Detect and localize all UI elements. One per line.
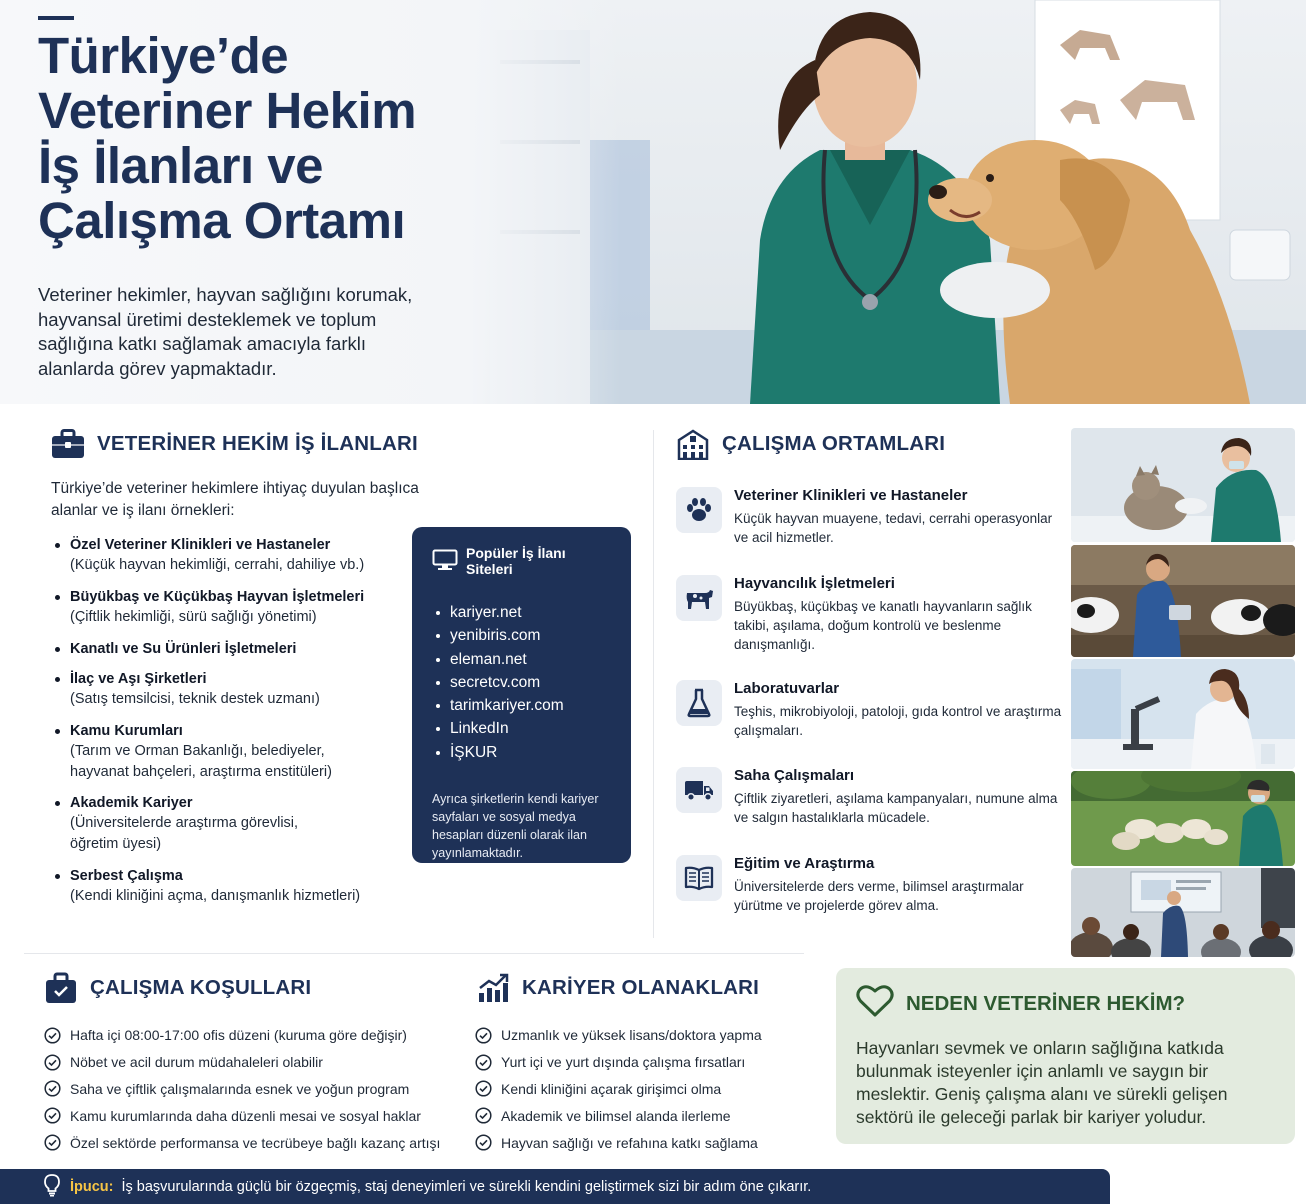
list-item: Büyükbaş ve Küçükbaş Hayvan İşletmeleri (Çiftlik hekimliği, sürü sağlığı yönetimi) — [51, 587, 411, 639]
hero-photo-vet-with-dog — [470, 0, 1306, 404]
column-divider — [653, 430, 654, 938]
environment-item-education: Eğitim ve Araştırma Üniversitelerde ders verme, bilimsel araştırmalar yürütme ve projelerde görev alma. — [676, 855, 1066, 925]
check-circle-icon — [44, 1080, 61, 1097]
site-link-linkedin[interactable]: LinkedIn — [432, 717, 613, 740]
hero-section — [0, 0, 1306, 404]
photo-classroom-lecture — [1071, 868, 1295, 957]
site-link-eleman[interactable]: eleman.net — [432, 648, 613, 671]
check-circle-icon — [475, 1054, 492, 1071]
check-circle-icon — [44, 1054, 61, 1071]
list-item: İlaç ve Aşı Şirketleri (Satış temsilcisi, teknik destek uzmanı) — [51, 669, 411, 721]
environment-item-field: Saha Çalışmaları Çiftlik ziyaretleri, aşılama kampanyaları, numune alma ve salgın hastalıklarla mücadele. — [676, 767, 1066, 837]
hero-description: Veteriner hekimler, hayvan sağlığını korumak, hayvansal üretimi desteklemek ve toplum sağlığına katkı sağlamak amacıyla farklı alanlarda görev yapmaktadır. — [38, 284, 413, 379]
photo-clinic-cat-exam — [1071, 428, 1295, 542]
briefcase-icon — [51, 427, 85, 461]
conditions-heading: ÇALIŞMA KOŞULLARI — [44, 971, 311, 1005]
list-item: Kendi kliniğini açarak girişimci olma — [475, 1076, 762, 1103]
check-circle-icon — [475, 1080, 492, 1097]
page-title: Türkiye’de Veteriner Hekim İş İlanları ve Çalışma Ortamı — [38, 27, 417, 249]
list-item: Özel sektörde performansa ve tecrübeye bağlı kazanç artışı — [44, 1129, 440, 1156]
lightbulb-icon — [42, 1173, 62, 1201]
title-accent-bar — [38, 16, 74, 20]
jobs-list — [51, 535, 411, 918]
section-divider — [24, 953, 804, 954]
site-link-tarimkariyer[interactable]: tarimkariyer.com — [432, 694, 613, 717]
environments-heading: ÇALIŞMA ORTAMLARI — [676, 427, 945, 461]
list-item: Kanatlı ve Su Ürünleri İşletmeleri — [51, 639, 411, 669]
why-text: Hayvanları sevmek ve onların sağlığına katkıda bulunmak isteyenler için anlamlı ve saygın bir meslektir. Geniş çalışma alanı ve sürekli gelişen sektörü ile geleceği parlak bir kariyer yoludur. — [856, 1038, 1228, 1127]
environment-item-livestock: Hayvancılık İşletmeleri Büyükbaş, küçükbaş ve kanatlı hayvanların sağlık takibi, aşılama, doğum kontrolü ve beslenme danışmanlığı. — [676, 575, 1066, 660]
list-item: Hayvan sağlığı ve refahına katkı sağlama — [475, 1129, 762, 1156]
check-circle-icon — [475, 1107, 492, 1124]
photo-lab-microscope — [1071, 659, 1295, 769]
book-icon — [676, 855, 722, 901]
job-sites-heading: Popüler İş İlanı Siteleri — [432, 545, 613, 577]
list-item: Kamu kurumlarında daha düzenli mesai ve sosyal haklar — [44, 1102, 440, 1129]
tip-text: İş başvurularında güçlü bir özgeçmiş, staj deneyimleri ve sürekli kendini geliştirmek sizi bir adım öne çıkarır. — [121, 1178, 812, 1195]
check-circle-icon — [44, 1107, 61, 1124]
job-sites-note: Ayrıca şirketlerin kendi kariyer sayfaları ve sosyal medya hesapları düzenli olarak ilan yayınlamaktadır. — [432, 792, 599, 861]
monitor-icon — [432, 549, 458, 574]
list-item: Özel Veteriner Klinikleri ve Hastaneler (Küçük hayvan hekimliği, cerrahi, dahiliye vb.) — [51, 535, 411, 587]
check-circle-icon — [44, 1027, 61, 1044]
cow-icon — [676, 575, 722, 621]
site-link-kariyer[interactable]: kariyer.net — [432, 601, 613, 624]
check-circle-icon — [44, 1134, 61, 1151]
career-list — [475, 1022, 762, 1156]
list-item: Kamu Kurumları (Tarım ve Orman Bakanlığı, belediyeler, hayvanat bahçeleri, araştırma enstitüleri) — [51, 721, 411, 793]
jobs-intro: Türkiye’de veteriner hekimlere ihtiyaç duyulan başlıca alanlar ve iş ilanı örnekleri: — [51, 480, 419, 519]
check-circle-icon — [475, 1134, 492, 1151]
paw-icon — [676, 487, 722, 533]
heart-icon — [856, 984, 894, 1023]
jobs-heading: VETERİNER HEKİM İŞ İLANLARI — [51, 427, 418, 461]
list-item: Serbest Çalışma (Kendi kliniğini açma, danışmanlık hizmetleri) — [51, 866, 411, 918]
environment-item-clinics: Veteriner Klinikleri ve Hastaneler Küçük hayvan muayene, tedavi, cerrahi operasyonlar ve acil hizmetler. — [676, 487, 1066, 557]
list-item: Akademik ve bilimsel alanda ilerleme — [475, 1102, 762, 1129]
tip-label: İpucu: — [70, 1178, 114, 1195]
tip-bar — [0, 1169, 1110, 1204]
list-item: Hafta içi 08:00-17:00 ofis düzeni (kuruma göre değişir) — [44, 1022, 440, 1049]
environment-item-labs: Laboratuvarlar Teşhis, mikrobiyoloji, patoloji, gıda kontrol ve araştırma çalışmaları. — [676, 680, 1066, 750]
list-item: Yurt içi ve yurt dışında çalışma fırsatları — [475, 1049, 762, 1076]
list-item: Akademik Kariyer (Üniversitelerde araştırma görevlisi, öğretim üyesi) — [51, 793, 411, 866]
check-circle-icon — [475, 1027, 492, 1044]
clipboard-briefcase-icon — [44, 971, 78, 1005]
list-item: Nöbet ve acil durum müdahaleleri olabilir — [44, 1049, 440, 1076]
why-veterinarian-card — [836, 968, 1295, 1144]
site-link-yenibiris[interactable]: yenibiris.com — [432, 624, 613, 647]
site-link-secretcv[interactable]: secretcv.com — [432, 671, 613, 694]
job-sites-card — [412, 527, 631, 863]
photo-field-sheep — [1071, 771, 1295, 866]
conditions-list — [44, 1022, 440, 1156]
list-item: Saha ve çiftlik çalışmalarında esnek ve yoğun program — [44, 1076, 440, 1103]
job-sites-list — [432, 601, 613, 764]
flask-icon — [676, 680, 722, 726]
truck-icon — [676, 767, 722, 813]
building-icon — [676, 427, 710, 461]
career-heading: KARİYER OLANAKLARI — [476, 971, 759, 1005]
list-item: Uzmanlık ve yüksek lisans/doktora yapma — [475, 1022, 762, 1049]
photo-dairy-farm-vet — [1071, 545, 1295, 657]
site-link-iskur[interactable]: İŞKUR — [432, 741, 613, 764]
growth-chart-icon — [476, 971, 510, 1005]
why-heading: NEDEN VETERİNER HEKİM? — [856, 984, 1275, 1023]
